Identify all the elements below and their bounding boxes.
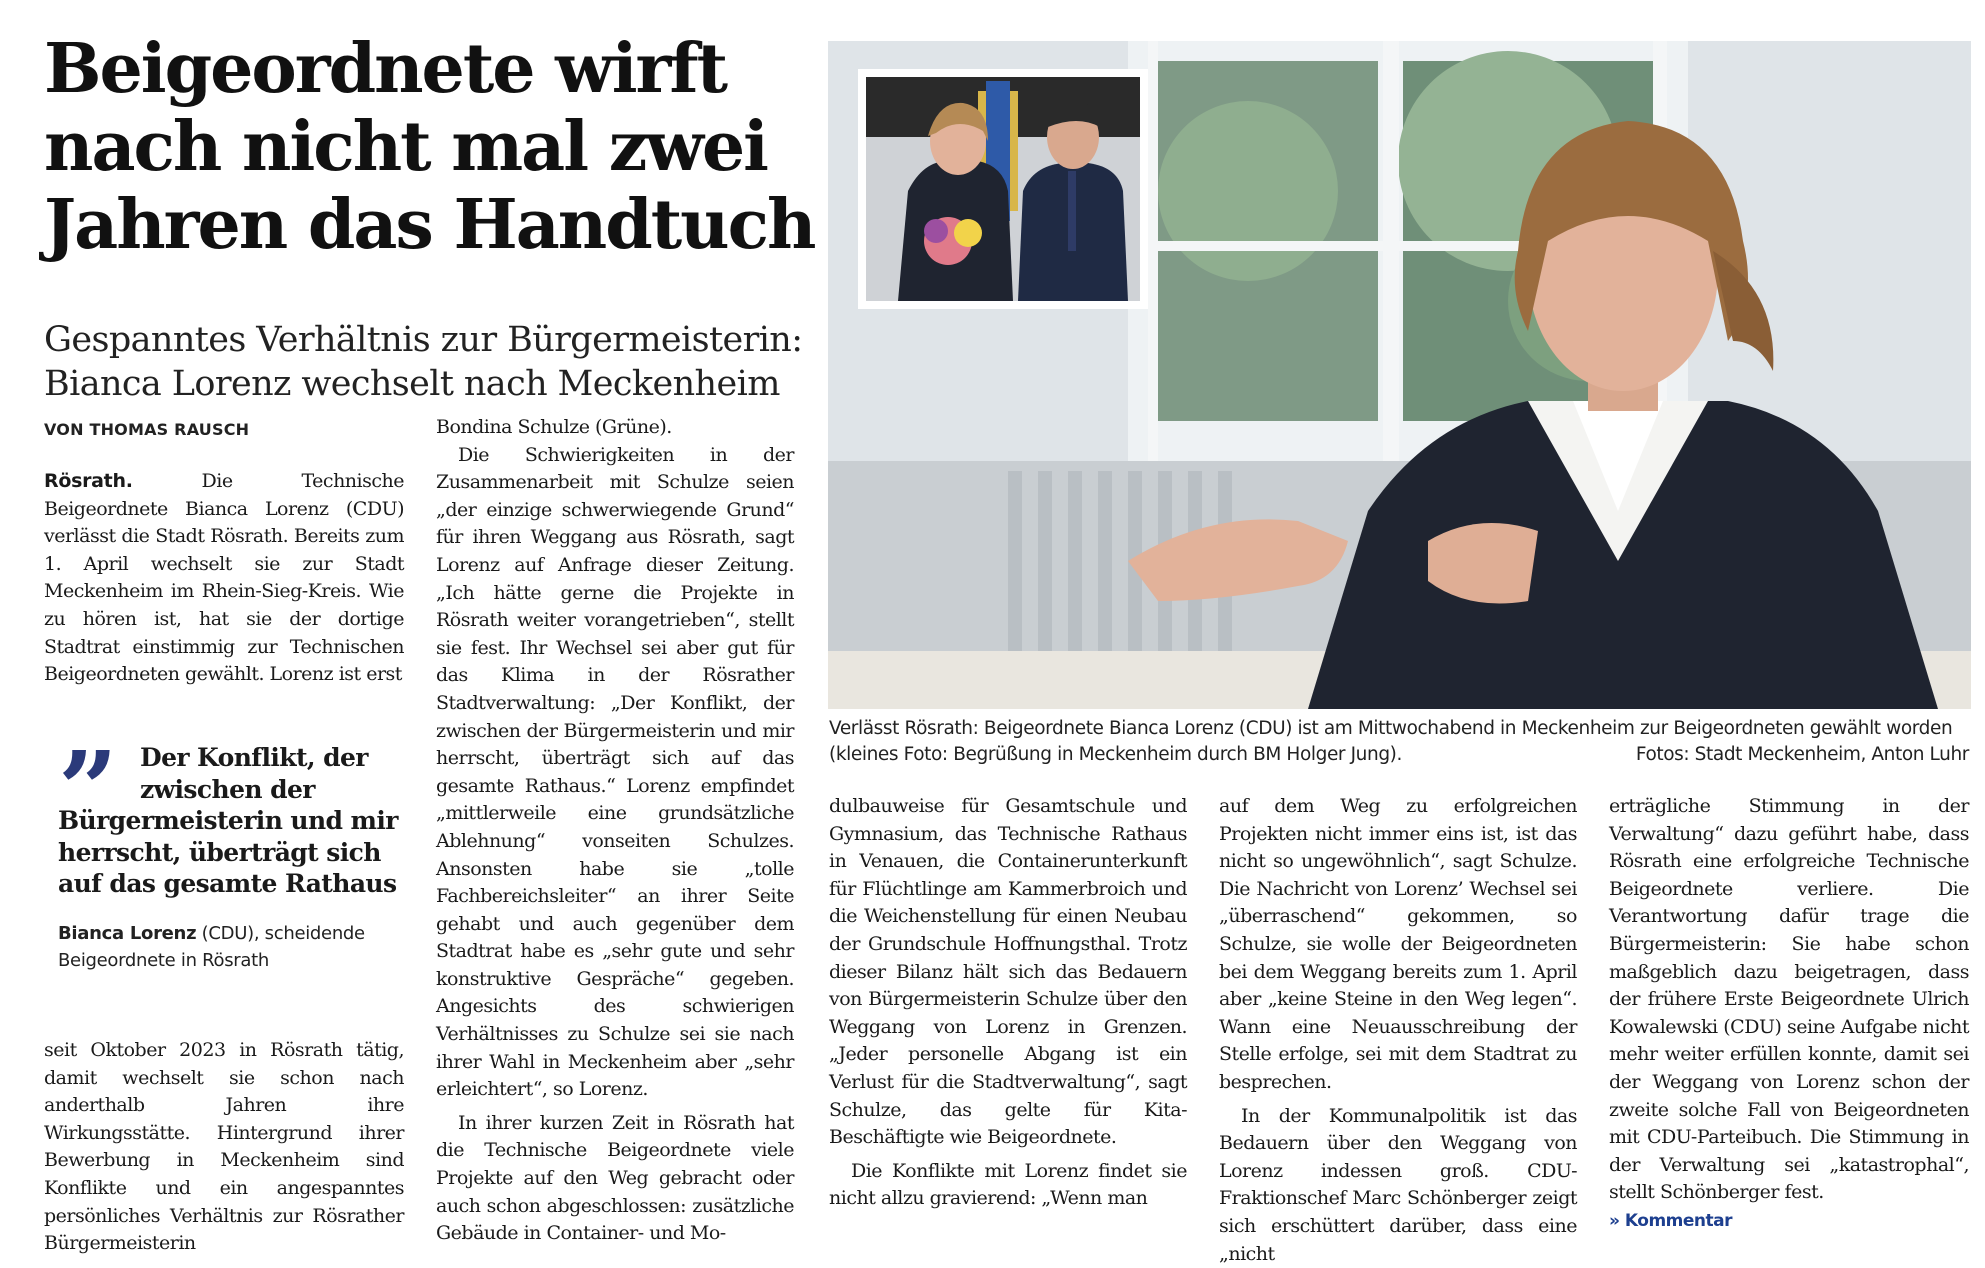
paragraph: dulbauweise für Gesamtschule und Gymnasium, das Technische Rathaus in Venauen, die Containerunterkunft für Flüchtlinge am Kammerbroich und die Weichenstellung für einen Neubau der Grundschule Hoffnungsthal. Trotz dieser Bilanz hält sich das Bedauern von Bürgermeisterin Schulze über den Weggang von Lorenz in Grenzen. „Jeder personelle Abgang ist ein Verlust für die Stadtverwaltung“, sagt Schulze, das gelte für Kita-Beschäftigte wie Beigeordnete.	[829, 795, 1187, 1149]
headline-line: Jahren das Handtuch	[44, 185, 815, 265]
pull-quote-line: auf das gesamte Rathaus	[58, 869, 397, 898]
pull-quote-source-name: Bianca Lorenz	[58, 922, 197, 944]
article-column-5	[1609, 793, 1969, 1236]
photo-caption-text: Verlässt Rösrath: Beigeordnete Bianca Lorenz (CDU) ist am Mittwochabend in Meckenheim zur Beigeordneten gewählt worden (kleines Foto: Begrüßung in Meckenheim durch BM Holger Jung).	[829, 718, 1953, 765]
headline-line: Beigeordnete wirft	[44, 29, 727, 109]
article-column-1-top	[44, 468, 404, 689]
pull-quote	[58, 728, 398, 974]
article-column-2	[436, 414, 794, 1248]
paragraph: Die Schwierigkeiten in der Zusammenarbeit mit Schulze seien „der einzige schwerwiegende Grund“ für ihren Weggang aus Rösrath, sagt Lorenz auf Anfrage dieser Zeitung. „Ich hätte gerne die Projekte in Rösrath weiter vorangetrieben“, stellt sie fest. Ihr Wechsel sei aber gut für das Klima in der Rösrather Stadtverwaltung: „Der Konflikt, der zwischen der Bürgermeisterin und mir herrscht, überträgt sich auf das gesamte Rathaus.“ Lorenz empfindet „mittlerweile eine grundsätzliche Ablehnung“ vonseiten Schulzes. Ansonsten habe sie „tolle Fachbereichsleiter“ an ihrer Seite gehabt und auch gegenüber dem Stadtrat habe es „sehr gute und sehr konstruktive Gespräche“ gegeben. Angesichts des schwierigen Verhältnisses zu Schulze sei sie nach ihrer Wahl in Meckenheim aber „sehr erleichtert“, so Lorenz.	[436, 443, 794, 1101]
paragraph: seit Oktober 2023 in Rösrath tätig, damit wechselt sie schon nach anderthalb Jahren ihre Wirkungsstätte. Hintergrund ihrer Bewerbung in Meckenheim sind Konflikte und ein angespanntes persönliches Verhältnis zur Rösrather Bürgermeisterin	[44, 1039, 404, 1255]
dateline: Rösrath.	[44, 470, 133, 492]
pull-quote-line: zwischen der	[140, 774, 315, 804]
pull-quote-line: herrscht, überträgt sich	[58, 837, 381, 867]
paragraph: In ihrer kurzen Zeit in Rösrath hat die Technische Beigeordnete viele Projekte auf den Weg gebracht oder auch schon abgeschlossen: zusätzliche Gebäude in Container- und Mo-	[436, 1111, 794, 1245]
headline-line: nach nicht mal zwei	[44, 107, 767, 187]
byline: VON THOMAS RAUSCH	[44, 420, 250, 439]
article-column-4	[1219, 793, 1577, 1268]
paragraph: In der Kommunalpolitik ist das Bedauern über den Weggang von Lorenz indessen groß. CDU-Fraktionschef Marc Schönberger zeigt sich erschüttert darüber, dass eine „nicht	[1219, 1104, 1577, 1265]
paragraph: erträgliche Stimmung in der Verwaltung“ dazu geführt habe, dass Rösrath eine erfolgreiche Technische Beigeordnete verliere. Die Verantwortung dafür trage die Bürgermeisterin: Sie habe schon maßgeblich dazu beigetragen, dass der frühere Erste Beigeordnete Ulrich Kowalewski (CDU) seine Aufgabe nicht mehr weiter erfüllen konnte, damit sei der Weggang von Lorenz schon der zweite solche Fall von Beigeordneten mit CDU-Parteibuch. Die Stimmung in der Verwaltung sei „katastrophal“, stellt Schönberger fest.	[1609, 795, 1969, 1204]
paragraph: Die Technische Beigeordnete Bianca Lorenz (CDU) verlässt die Stadt Rösrath. Bereits zum 1. April wechselt sie zur Stadt Meckenheim im Rhein-Sieg-Kreis. Wie zu hören ist, hat sie der dortige Stadtrat einstimmig zur Technischen Beigeordneten gewählt. Lorenz ist erst	[44, 470, 404, 686]
pull-quote-source-desc: (CDU), scheidende Beigeordnete in Rösrath	[58, 922, 365, 971]
paragraph: auf dem Weg zu erfolgreichen Projekten nicht immer eins ist, ist das nicht so ungewöhnlich“, sagt Schulze. Die Nachricht von Lorenz’ Wechsel sei „überraschend“ gekommen, so Schulze, sie wolle der Beigeordneten bei dem Weggang bereits zum 1. April aber „keine Steine in den Weg legen“. Wann eine Neuausschreibung der Stelle erfolge, sei mit dem Stadtrat zu besprechen.	[1219, 795, 1577, 1093]
quote-mark-icon: ”	[58, 728, 118, 851]
photo-illustration	[828, 41, 1971, 709]
main-photo	[828, 41, 1971, 709]
pull-quote-source	[58, 920, 388, 974]
pull-quote-line: Bürgermeisterin und mir	[58, 806, 398, 835]
subheadline-line: Bianca Lorenz wechselt nach Meckenheim	[44, 364, 780, 404]
article-column-1-bottom	[44, 1037, 404, 1258]
comment-link[interactable]: » Kommentar	[1609, 1210, 1732, 1231]
paragraph: Die Konflikte mit Lorenz findet sie nicht allzu gravierend: „Wenn man	[829, 1159, 1187, 1210]
subheadline	[44, 318, 804, 406]
paragraph: Bondina Schulze (Grüne).	[436, 416, 672, 438]
subheadline-line: Gespanntes Verhältnis zur Bürgermeisterin:	[44, 320, 803, 360]
article-column-3	[829, 793, 1187, 1213]
pull-quote-line: Der Konflikt, der	[140, 743, 368, 772]
photo-caption	[829, 716, 1969, 768]
headline	[44, 29, 815, 265]
photo-credit: Fotos: Stadt Meckenheim, Anton Luhr	[1635, 744, 1969, 765]
